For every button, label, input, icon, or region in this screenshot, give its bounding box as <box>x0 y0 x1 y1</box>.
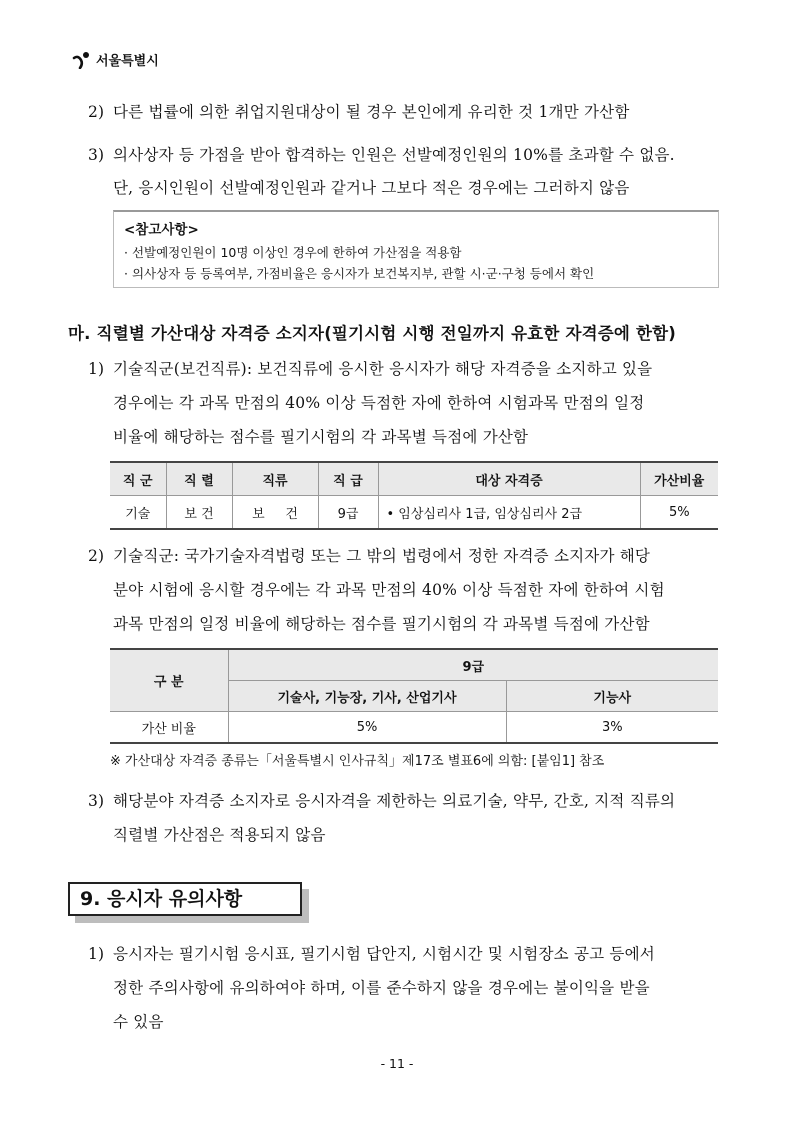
table-cell: 5% <box>640 496 718 530</box>
reference-item: · 선발예정인원이 10명 이상인 경우에 한하여 가산점을 적용함 <box>124 245 462 260</box>
table-cell: 기술 <box>110 496 166 530</box>
org-name: 서울특별시 <box>96 54 159 69</box>
item-number: 1) <box>88 360 105 378</box>
paragraph-line: 응시자는 필기시험 응시표, 필기시험 답안지, 시험시간 및 시험장소 공고 등에서 <box>113 945 655 963</box>
table-cell: 가산 비율 <box>110 712 228 744</box>
table-cell: 9급 <box>318 496 378 530</box>
paragraph-ma-3 <box>88 786 675 851</box>
paragraph-line: 정한 주의사항에 유의하여야 하며, 이를 준수하지 않을 경우에는 불이익을 받을 <box>113 979 650 997</box>
table-header-cell: 대상 자격증 <box>378 462 640 496</box>
table-header-cell: 9급 <box>228 649 718 681</box>
section-heading: 마. 직렬별 가산대상 자격증 소지자(필기시험 시행 전일까지 유효한 자격증에 한함) <box>68 324 677 343</box>
item-number: 2) <box>88 103 105 121</box>
seoul-logo <box>72 50 159 69</box>
paragraph-9-1 <box>88 939 655 1038</box>
paragraph-line: 기술직군: 국가기술자격법령 또는 그 밖의 법령에서 정한 자격증 소지자가 해당 <box>113 547 651 565</box>
paragraph-line: 비율에 해당하는 점수를 필기시험의 각 과목별 득점에 가산함 <box>113 428 529 446</box>
item-number: 3) <box>88 792 105 810</box>
table-cell: 보 건 <box>232 496 318 530</box>
item-number: 1) <box>88 945 105 963</box>
seoul-logo-icon <box>72 51 92 69</box>
table-header-row <box>110 649 718 681</box>
paragraph-line: 단, 응시인원이 선발예정인원과 같거나 그보다 적은 경우에는 그러하지 않음 <box>113 179 630 197</box>
reference-title: <참고사항> <box>124 222 199 238</box>
table-header-cell: 직 급 <box>318 462 378 496</box>
table-header-cell: 가산비율 <box>640 462 718 496</box>
table-header-cell: 직 렬 <box>166 462 232 496</box>
table-header-cell: 직 군 <box>110 462 166 496</box>
reference-item: · 의사상자 등 등록여부, 가점비율은 응시자가 보건복지부, 관할 시·군·구청 등에서 확인 <box>124 266 595 281</box>
table-cell: 5% <box>228 712 506 744</box>
paragraph-line: 의사상자 등 가점을 받아 합격하는 인원은 선발예정인원의 10%를 초과할 수 없음. <box>113 146 675 164</box>
table-header-cell: 구 분 <box>110 649 228 712</box>
item-number: 3) <box>88 146 105 164</box>
paragraph-line: 경우에는 각 과목 만점의 40% 이상 득점한 자에 한하여 시험과목 만점의 일정 <box>113 394 645 412</box>
paragraph-ma-1 <box>88 354 652 453</box>
paragraph-line: 직렬별 가산점은 적용되지 않음 <box>113 826 326 844</box>
table-cell: 3% <box>506 712 718 744</box>
reference-note: ※ 가산대상 자격증 종류는「서울특별시 인사규칙」제17조 별표6에 의함: [붙임1] 참조 <box>110 754 605 769</box>
paragraph-line: 분야 시험에 응시할 경우에는 각 과목 만점의 40% 이상 득점한 자에 한하여 시험 <box>113 581 665 599</box>
item-number: 2) <box>88 547 105 565</box>
reference-box <box>113 210 719 288</box>
table-header-row <box>110 462 718 496</box>
paragraph-line: 기술직군(보건직류): 보건직류에 응시한 응시자가 해당 자격증을 소지하고 있을 <box>113 360 653 378</box>
paragraph-ma-2 <box>88 541 665 640</box>
paragraph-line: 과목 만점의 일정 비율에 해당하는 점수를 필기시험의 각 과목별 득점에 가산함 <box>113 615 650 633</box>
table-cell: 보 건 <box>166 496 232 530</box>
section-title: 9. 응시자 유의사항 <box>68 882 302 916</box>
qualification-table <box>110 461 718 530</box>
bonus-rate-table <box>110 648 718 744</box>
paragraph-line: 수 있음 <box>113 1013 164 1031</box>
table-cell: • 임상심리사 1급, 임상심리사 2급 <box>378 496 640 530</box>
table-header-cell: 기술사, 기능장, 기사, 산업기사 <box>228 681 506 712</box>
paragraph-line: 다른 법률에 의한 취업지원대상이 될 경우 본인에게 유리한 것 1개만 가산함 <box>113 103 630 121</box>
table-header-cell: 직류 <box>232 462 318 496</box>
paragraph-line: 해당분야 자격증 소지자로 응시자격을 제한하는 의료기술, 약무, 간호, 지적 직류의 <box>113 792 676 810</box>
table-row <box>110 496 718 530</box>
paragraph-3 <box>88 140 675 204</box>
paragraph-2 <box>88 97 630 128</box>
table-row <box>110 712 718 744</box>
table-header-cell: 기능사 <box>506 681 718 712</box>
page-number: - 11 - <box>380 1056 414 1071</box>
